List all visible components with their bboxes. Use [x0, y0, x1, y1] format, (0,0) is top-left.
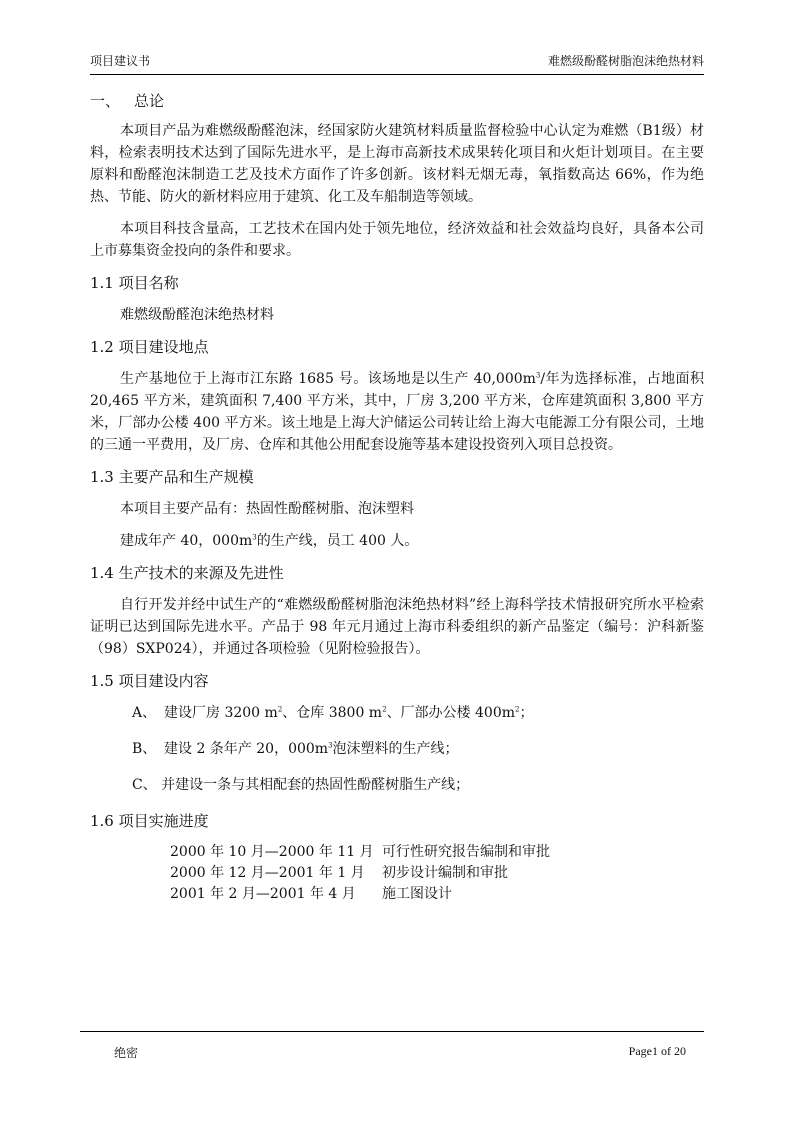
heading-construction-content: 1.5 项目建设内容 [90, 672, 209, 690]
overview-paragraph-2: 本项目科技含量高，工艺技术在国内处于领先地位，经济效益和社会效益均良好，具备本公司上市募集资金投向的条件和要求。 [90, 221, 704, 259]
schedule-row: 2000 年 12 月—2001 年 1 月 初步设计编制和审批 [170, 865, 508, 881]
document-body [90, 90, 704, 905]
header-doc-title: 难燃级酚醛树脂泡沫绝热材料 [547, 54, 704, 68]
section-heading-overview [90, 90, 704, 112]
schedule-row: 2000 年 10 月—2000 年 11 月 可行性研究报告编制和审批 [170, 844, 550, 860]
heading-project-name: 1.1 项目名称 [90, 274, 179, 292]
heading-schedule: 1.6 项目实施进度 [90, 812, 209, 830]
page-number: Page1 of 20 [628, 1044, 686, 1058]
page-footer [80, 1031, 704, 1060]
construction-item-b: B、 建设 2 条年产 20，$000m^3$泡沫塑料的生产线； [132, 741, 459, 757]
confidential-label: 绝密 [114, 1046, 139, 1060]
header-doc-type: 项目建议书 [90, 54, 151, 68]
project-location-text: 生产基地位于上海市江东路 1685 号。该场地是以生产 $40,000m^3/$年为选择标准，占地面积 20,465 平方米，建筑面积 7,400 平方米，其中，厂房 3,200 平方米，仓库建筑面积 3,800 平方米，厂部办公楼 400 平方米。该土地是上海大沪储运公司转让给上海大屯能源工分有限公司，土地的三通一平费用，及厂房、仓库和其他公用配套设施等基本建设投资列入项目总投资。 [90, 371, 704, 453]
overview-paragraph-1: 本项目产品为难燃级酚醛泡沫，经国家防火建筑材料质量监督检验中心认定为难燃（B1级）材料，检索表明技术达到了国际先进水平，是上海市高新技术成果转化项目和火炬计划项目。在主要原料和酚醛泡沫制造工艺及技术方面作了许多创新。该材料无烟无毒，氧指数高达 66%，作为绝热、节能、防火的新材料应用于建筑、化工及车船制造等领域。 [90, 123, 704, 205]
section-number: 一、 [90, 92, 121, 110]
heading-tech-source: 1.4 生产技术的来源及先进性 [90, 564, 284, 582]
construction-item-c: C、 并建设一条与其相配套的热固性酚醛树脂生产线； [132, 777, 470, 793]
heading-project-location: 1.2 项目建设地点 [90, 338, 209, 356]
section-title: 总论 [134, 92, 165, 110]
schedule-row: 2001 年 2 月—2001 年 4 月 施工图设计 [170, 886, 452, 902]
construction-item-a: A、 建设厂房 3200 $m^2$、仓库 3800 $m^2$、厂部办公楼 $400m^2$； [132, 705, 534, 721]
products-text: 本项目主要产品有：热固性酚醛树脂、泡沫塑料 [120, 501, 414, 517]
tech-source-text: 自行开发并经中试生产的“难燃级酚醛树脂泡沫绝热材料”经上海科学技术情报研究所水平检索证明已达到国际先进水平。产品于 98 年元月通过上海市科委组织的新产品鉴定（编号：沪科新鉴（98）SXP024），并通过各项检验（见附检验报告）。 [90, 597, 704, 657]
project-name-text: 难燃级酚醛泡沫绝热材料 [120, 307, 274, 323]
schedule-list [170, 842, 704, 905]
page-header [90, 52, 704, 75]
scale-text: 建成年产 40，$000m^3$的生产线，员工 400 人。 [120, 533, 419, 549]
heading-products-scale: 1.3 主要产品和生产规模 [90, 468, 254, 486]
